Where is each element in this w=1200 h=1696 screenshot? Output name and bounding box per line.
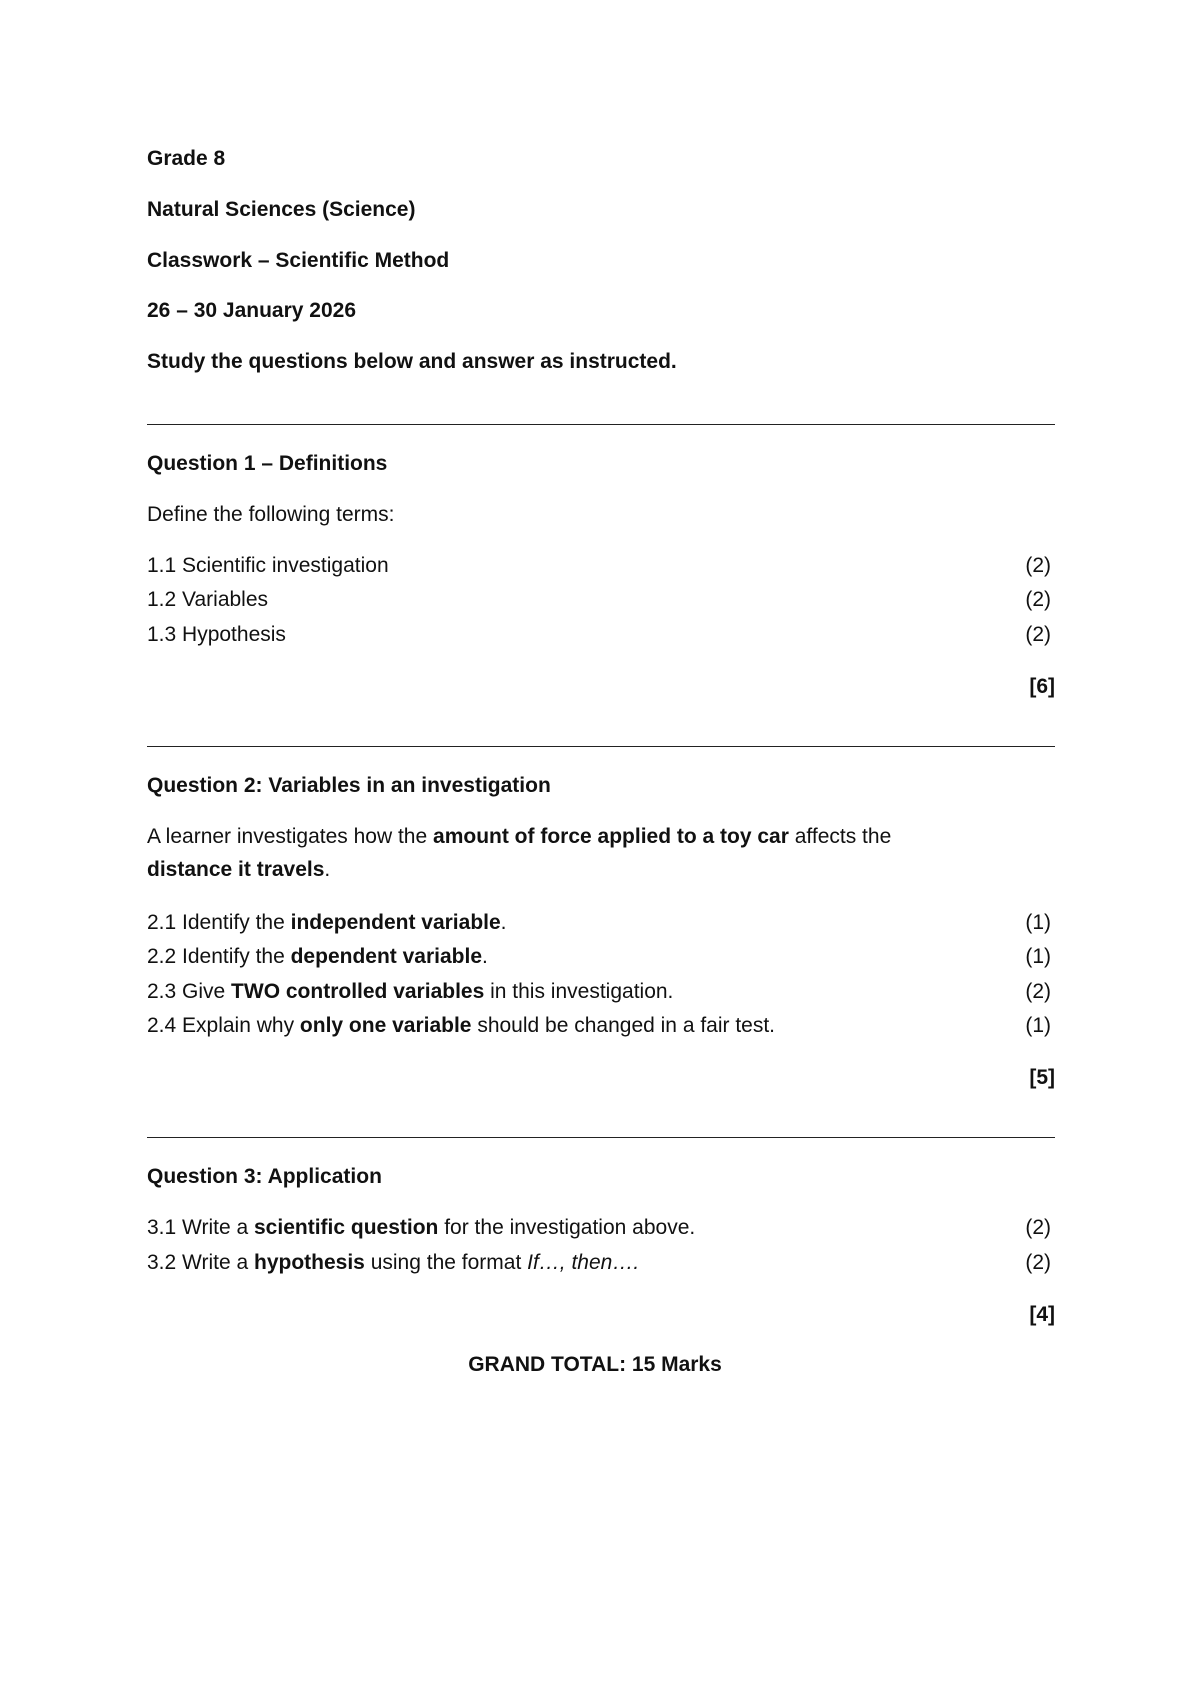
question-item <box>147 1251 1055 1275</box>
question-item <box>147 980 1055 1004</box>
divider <box>147 1137 1055 1138</box>
question-1-total: [6] <box>1029 675 1055 698</box>
question-item <box>147 588 1055 612</box>
question-item <box>147 1014 1055 1038</box>
question-item-mark: (1) <box>1025 911 1051 934</box>
question-2-title: Question 2: Variables in an investigation <box>147 774 551 797</box>
question-item-text: 3.2 Write a hypothesis using the format If…, then…. <box>147 1251 640 1274</box>
question-item-mark: (1) <box>1025 1014 1051 1037</box>
intro-text: A learner investigates how the <box>147 825 434 848</box>
date-heading: 26 – 30 January 2026 <box>147 299 356 322</box>
grade-heading: Grade 8 <box>147 147 226 170</box>
question-item <box>147 911 1055 935</box>
question-2-total: [5] <box>1029 1066 1055 1089</box>
question-item-text: 1.1 Scientific investigation <box>147 554 389 577</box>
intro-text: . <box>324 858 331 881</box>
question-item-text: 3.1 Write a scientific question for the investigation above. <box>147 1216 696 1239</box>
question-3-total: [4] <box>1029 1303 1055 1326</box>
question-1-intro: Define the following terms: <box>147 503 395 526</box>
question-item <box>147 1216 1055 1240</box>
question-item-mark: (2) <box>1025 1216 1051 1239</box>
question-1-title: Question 1 – Definitions <box>147 452 388 475</box>
intro-text: affects the <box>788 825 892 848</box>
instruction-text: Study the questions below and answer as instructed. <box>147 350 677 373</box>
question-3-title: Question 3: Application <box>147 1165 382 1188</box>
question-item-mark: (2) <box>1025 588 1051 611</box>
classwork-heading: Classwork – Scientific Method <box>147 249 450 272</box>
question-2-intro <box>147 820 1007 886</box>
question-item-mark: (1) <box>1025 945 1051 968</box>
question-item-mark: (2) <box>1025 980 1051 1003</box>
divider <box>147 424 1055 425</box>
question-item <box>147 554 1055 578</box>
question-item <box>147 623 1055 647</box>
subject-heading: Natural Sciences (Science) <box>147 198 416 221</box>
intro-bold-text: distance it travels <box>147 858 325 881</box>
question-item <box>147 945 1055 969</box>
question-item-mark: (2) <box>1025 623 1051 646</box>
question-item-text: 2.4 Explain why only one variable should be changed in a fair test. <box>147 1014 776 1037</box>
question-item-text: 1.2 Variables <box>147 588 269 611</box>
question-item-text: 2.1 Identify the independent variable. <box>147 911 507 934</box>
question-item-text: 1.3 Hypothesis <box>147 623 286 646</box>
question-item-mark: (2) <box>1025 1251 1051 1274</box>
question-item-text: 2.3 Give TWO controlled variables in this investigation. <box>147 980 674 1003</box>
question-item-mark: (2) <box>1025 554 1051 577</box>
intro-bold-text: amount of force applied to a toy car <box>433 825 789 848</box>
worksheet-page <box>147 0 1055 1696</box>
divider <box>147 746 1055 747</box>
grand-total: GRAND TOTAL: 15 Marks <box>468 1353 722 1376</box>
question-item-text: 2.2 Identify the dependent variable. <box>147 945 488 968</box>
